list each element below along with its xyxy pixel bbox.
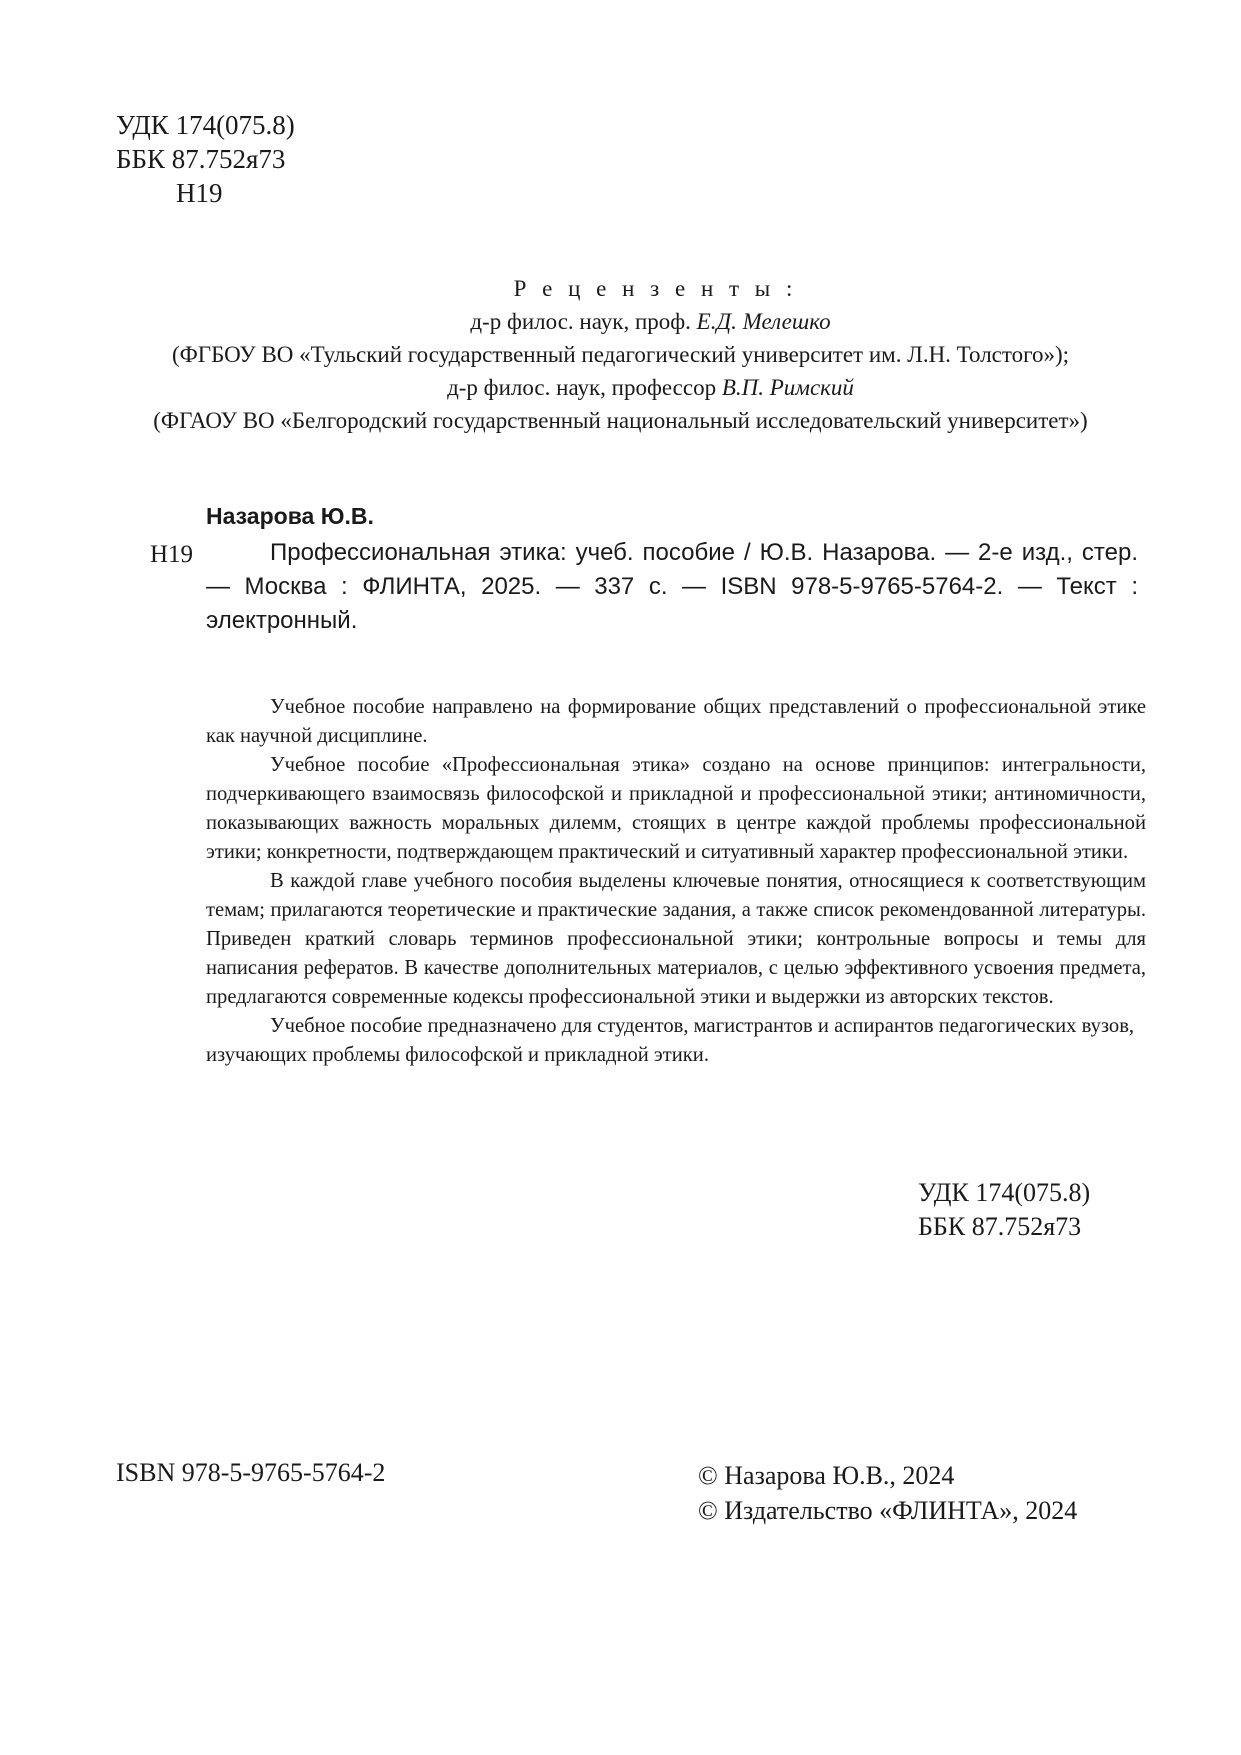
bibliographic-description <box>206 536 1138 638</box>
classification-codes-bottom <box>918 1176 1090 1244</box>
reviewer-2-organization: (ФГАОУ ВО «Белгородский государственный национальный исследовательский университет») <box>153 408 1088 433</box>
udk-code-bottom: УДК 174(075.8) <box>918 1178 1091 1207</box>
abstract-paragraph-1: Учебное пособие направлено на формирование общих представлений о профессиональной этике как научной дисциплине. <box>206 696 1146 747</box>
record-author: Назарова Ю.В. <box>206 503 374 529</box>
abstract <box>206 693 1146 1070</box>
reviewer-2 <box>0 371 1241 404</box>
reviewer-1 <box>0 305 1241 338</box>
copyright-publisher: © Издательство «ФЛИНТА», 2024 <box>698 1496 1078 1525</box>
reviewers-heading: Р е ц е н з е н т ы : <box>513 276 798 301</box>
isbn: ISBN 978-5-9765-5764-2 <box>116 1458 386 1487</box>
udk-code: УДК 174(075.8) <box>116 110 295 140</box>
bbk-code-bottom: ББК 87.752я73 <box>918 1212 1082 1241</box>
reviewers-block <box>0 272 1241 437</box>
author-mark: Н19 <box>176 178 223 208</box>
reviewer-2-degree: д-р филос. наук, профессор <box>447 375 722 400</box>
abstract-paragraph-2: Учебное пособие «Профессиональная этика» создано на основе принципов: интегральности, подчеркивающего взаимосвязь философской и прикладной и профессиональной этики; антиномичности, показывающих важность моральных дилемм, стоящих в центре каждой проблемы профессиональной этики; конкретности, подтверждающем практический и ситуативный характер профессиональной этики. <box>206 754 1146 863</box>
abstract-paragraph-4: Учебное пособие предназначено для студентов, магистрантов и аспирантов педагогических вузов, изучающих проблемы философской и прикладной этики. <box>206 1015 1135 1066</box>
classification-codes-top <box>116 108 295 210</box>
reviewer-1-degree: д-р филос. наук, проф. <box>470 309 697 334</box>
reviewer-2-name: В.П. Римский <box>721 375 854 400</box>
bbk-code: ББК 87.752я73 <box>116 144 286 174</box>
bibliographic-text: Профессиональная этика: учеб. пособие / Ю.В. Назарова. — 2-е изд., стер. — Москва : ФЛИНТА, 2025. — 337 с. — ISBN 978-5-9765-5764-2. — Текст : электронный. <box>206 539 1138 634</box>
abstract-paragraph-3: В каждой главе учебного пособия выделены ключевые понятия, относящиеся к соответствующим темам; прилагаются теоретические и практические задания, а также список рекомендованной литературы. Приведен краткий словарь терминов профессиональной этики; контрольные вопросы и темы для написания рефератов. В качестве дополнительных материалов, с целью эффективного усвоения предмета, предлагаются современные кодексы профессиональной этики и выдержки из авторских текстов. <box>206 870 1146 1008</box>
record-author-mark: Н19 <box>150 541 194 568</box>
reviewer-1-organization: (ФГБОУ ВО «Тульский государственный педагогический университет им. Л.Н. Толстого»); <box>171 342 1070 367</box>
copyright-block <box>698 1458 1077 1528</box>
reviewer-1-name: Е.Д. Мелешко <box>696 309 831 334</box>
copyright-author: © Назарова Ю.В., 2024 <box>698 1461 955 1490</box>
